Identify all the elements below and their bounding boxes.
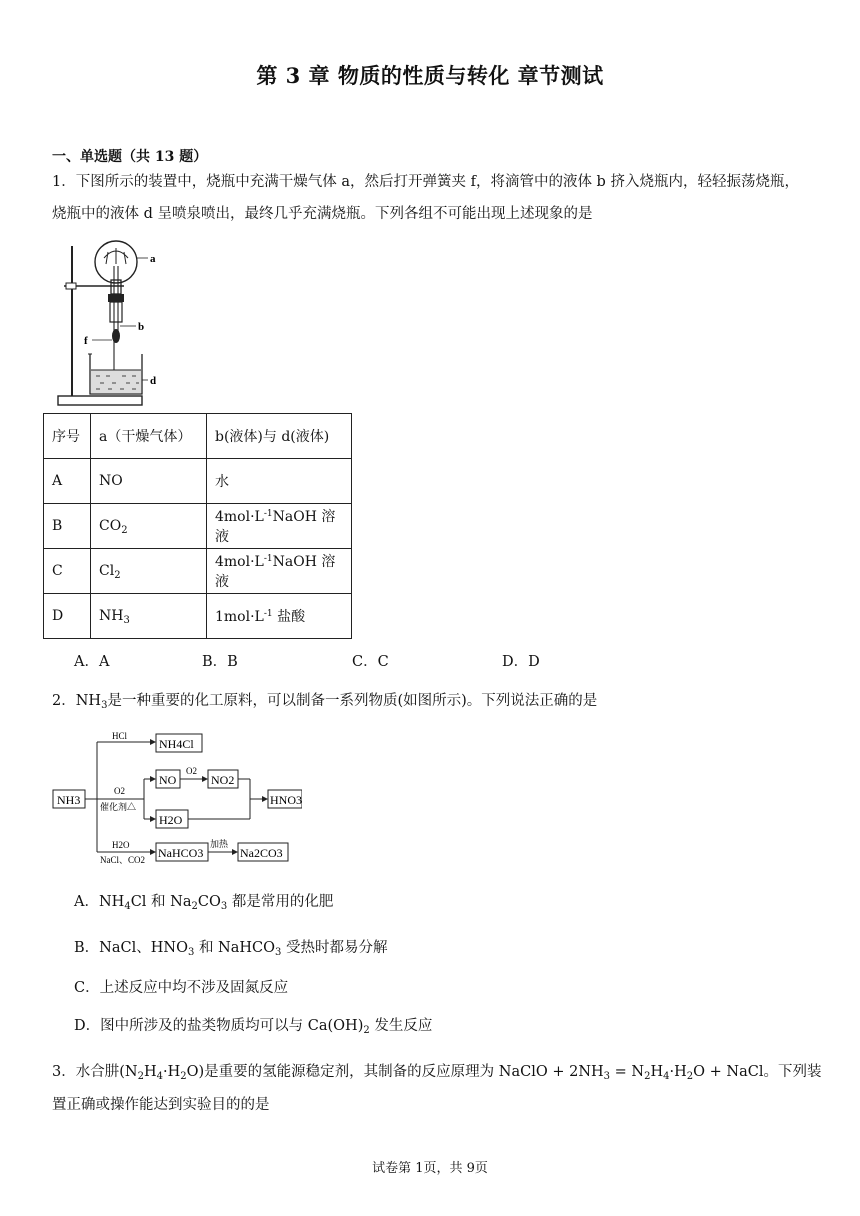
options-table bbox=[43, 413, 352, 639]
table-header-cell: 序号 bbox=[44, 414, 91, 459]
table-cell: $1mol\cdot L^{-1}$ 盐酸 bbox=[207, 594, 352, 639]
reagent-h2o: H2O bbox=[112, 840, 130, 850]
question-1-line-1: 1．下图所示的装置中，烧瓶中充满干燥气体 a，然后打开弹簧夹 f，将滴管中的液体 b 挤入烧瓶内，轻轻振荡烧瓶， bbox=[52, 174, 799, 190]
table-header-row bbox=[44, 414, 352, 459]
table-row bbox=[44, 594, 352, 639]
node-h2o: H2O bbox=[159, 813, 183, 827]
table-cell: D bbox=[44, 594, 91, 639]
section-heading: 一、单选题（共 13 题） bbox=[52, 149, 208, 165]
node-hno3: HNO3 bbox=[270, 793, 302, 807]
reagent-nacl-co2: NaCl、CO2 bbox=[100, 855, 146, 865]
reagent-o2-2: O2 bbox=[186, 766, 197, 776]
fountain-apparatus-diagram bbox=[52, 236, 172, 408]
node-nh3: NH3 bbox=[57, 793, 81, 807]
choice-b[interactable]: B．B bbox=[202, 654, 238, 670]
q2-option-c[interactable]: C．上述反应中均不涉及固氮反应 bbox=[74, 980, 289, 996]
table-cell: A bbox=[44, 459, 91, 504]
table-row bbox=[44, 459, 352, 504]
table-cell: 水 bbox=[207, 459, 352, 504]
q2-option-d[interactable]: D．图中所涉及的盐类物质均可以与 $Ca(OH)_2$ 发生反应 bbox=[74, 1018, 433, 1036]
table-cell: $4mol\cdot L^{-1}NaOH$ 溶液 bbox=[207, 549, 352, 594]
reagent-catalyst: 催化剂△ bbox=[100, 802, 137, 812]
node-no: NO bbox=[159, 773, 177, 787]
table-header-cell: b(液体)与 d(液体) bbox=[207, 414, 352, 459]
label-a: a bbox=[150, 253, 156, 265]
question-3-line-2: 置正确或操作能达到实验目的的是 bbox=[52, 1097, 270, 1113]
label-b: b bbox=[138, 321, 145, 333]
table-cell: NO bbox=[91, 459, 207, 504]
label-f: f bbox=[84, 335, 88, 347]
node-nahco3: NaHCO3 bbox=[158, 846, 204, 860]
question-2-stem: 2．$NH_3$是一种重要的化工原料，可以制备一系列物质(如图所示)。下列说法正确的是 bbox=[52, 693, 598, 711]
table-cell: C bbox=[44, 549, 91, 594]
node-no2: NO2 bbox=[211, 773, 235, 787]
choice-d[interactable]: D．D bbox=[502, 654, 540, 670]
table-row bbox=[44, 504, 352, 549]
choice-a[interactable]: A．A bbox=[74, 654, 110, 670]
q2-option-b[interactable]: B．NaCl、$HNO_3$ 和 NaHCO$_3$ 受热时都易分解 bbox=[74, 940, 388, 958]
table-cell: $Cl_2$ bbox=[91, 549, 207, 594]
page-footer: 试卷第 1页，共 9页 bbox=[372, 1161, 488, 1176]
question-3-line-1: 3．水合肼$(N_2H_4\cdot H_2O)$是重要的氢能源稳定剂，其制备的反应原理为 NaClO + $2NH_3 = N_2H_4\cdot H_2O$ + NaCl。下列装 bbox=[52, 1064, 822, 1082]
reagent-o2: O2 bbox=[114, 786, 125, 796]
node-na2co3: Na2CO3 bbox=[240, 846, 283, 860]
q2-option-a[interactable]: A．$NH_4Cl$ 和 $Na_2CO_3$ 都是常用的化肥 bbox=[74, 894, 334, 912]
table-cell: B bbox=[44, 504, 91, 549]
page-title: 第 3 章 物质的性质与转化 章节测试 bbox=[256, 63, 604, 88]
table-cell: $NH_3$ bbox=[91, 594, 207, 639]
table-cell: $CO_2$ bbox=[91, 504, 207, 549]
reagent-hcl: HCl bbox=[112, 731, 128, 741]
choice-c[interactable]: C．C bbox=[352, 654, 389, 670]
ammonia-flow-diagram bbox=[52, 728, 302, 868]
table-header-cell: a（干燥气体） bbox=[91, 414, 207, 459]
table-cell: $4mol\cdot L^{-1}NaOH$ 溶液 bbox=[207, 504, 352, 549]
table-row bbox=[44, 549, 352, 594]
reagent-heat: 加热 bbox=[210, 839, 229, 849]
question-1-line-2: 烧瓶中的液体 d 呈喷泉喷出，最终几乎充满烧瓶。下列各组不可能出现上述现象的是 bbox=[52, 206, 593, 222]
node-nh4cl: NH4Cl bbox=[159, 737, 194, 751]
label-d: d bbox=[150, 375, 157, 387]
